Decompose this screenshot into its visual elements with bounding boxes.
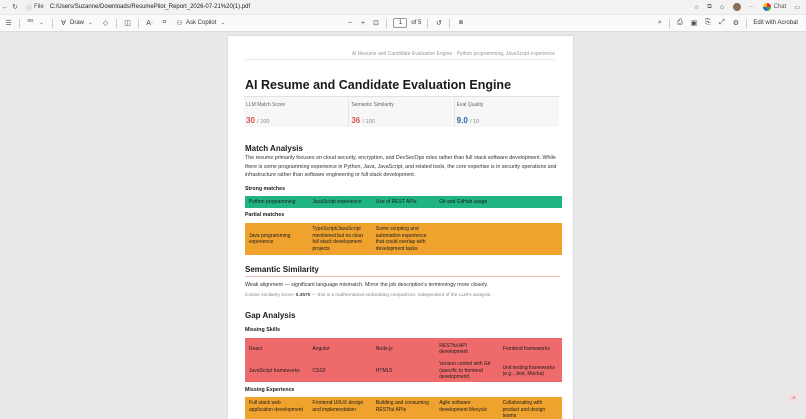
missing-experience-chip: Building and consuming RESTful APIs <box>375 400 429 413</box>
metric-llm-match <box>244 97 349 127</box>
chevron-down-icon: ⌄ <box>39 20 44 26</box>
strong-match-chip: JavaScript experience <box>312 198 362 205</box>
running-header: AI Resume and Candidate Evaluation Engine · Python programming, JavaScript experience <box>351 51 555 57</box>
metric-semantic-similarity <box>349 97 454 127</box>
copilot-icon: ⚇ <box>176 20 183 27</box>
contents-icon: ☰ <box>5 20 12 27</box>
two-page-icon: ◫ <box>124 20 131 27</box>
semantic-similarity-text: Weak alignment — significant language mismatch. Mirror the job description's terminology more closely. <box>245 282 489 288</box>
more-menu-icon[interactable]: ··· <box>748 4 755 10</box>
semantic-similarity-heading: Semantic Similarity <box>245 265 319 274</box>
highlight-button[interactable] <box>26 19 46 27</box>
fit-page-button[interactable] <box>371 19 380 27</box>
edit-with-acrobat-label: Edit with Acrobat <box>753 20 799 26</box>
back-icon[interactable]: ← <box>1 3 9 11</box>
partial-match-chip <box>435 223 498 255</box>
extensions-icon[interactable]: ⧉ <box>707 3 712 10</box>
missing-skills-list <box>245 338 562 382</box>
metric-label: LLM Match Score <box>246 102 286 108</box>
save-as-button[interactable] <box>703 19 712 27</box>
partial-match-chip <box>499 223 562 255</box>
strong-match-chip: Python programming <box>249 198 296 205</box>
missing-experience-chip: Agile software development lifecycle <box>439 400 487 413</box>
rotate-icon: ↺ <box>435 20 442 27</box>
missing-skill-chip: RESTful API development <box>439 342 468 355</box>
strong-matches-heading: Strong matches <box>245 186 286 192</box>
page-view-button[interactable] <box>456 19 465 27</box>
divider <box>669 19 670 28</box>
favorites-icon[interactable]: ✩ <box>719 4 725 11</box>
metric-value: 9.0 / 10 <box>456 116 480 125</box>
profile-avatar[interactable] <box>733 3 741 11</box>
save-icon: ▣ <box>690 20 698 27</box>
missing-skill-chip: Version control with Git (specific to frontend development) <box>439 361 491 381</box>
missing-skill-chip: React <box>249 345 263 352</box>
chat-label: Chat <box>773 4 787 10</box>
expand-icon: ⤢ <box>719 19 725 26</box>
metric-label: Semantic Similarity <box>351 102 394 108</box>
missing-skill-chip: Node.js <box>375 345 393 352</box>
copilot-icon <box>763 3 771 11</box>
missing-skill-chip: JavaScript frameworks <box>249 367 300 374</box>
missing-experience-heading: Missing Experience <box>245 387 295 393</box>
divider <box>116 19 117 28</box>
report-title: AI Resume and Candidate Evaluation Engine <box>245 78 512 92</box>
metric-value: 30 / 100 <box>246 116 270 125</box>
settings-button[interactable] <box>731 19 740 27</box>
pdf-toolbar <box>0 15 806 32</box>
missing-experience-chip: Collaborating with product and design teams <box>502 400 546 419</box>
zoom-in-button[interactable] <box>358 20 367 27</box>
ask-copilot-label: Ask Copilot <box>186 20 217 26</box>
divider <box>746 19 747 28</box>
draw-icon: ∀ <box>61 20 66 27</box>
divider <box>386 19 387 28</box>
copilot-chat-button[interactable] <box>763 3 787 11</box>
missing-skill-chip: Angular <box>312 345 330 352</box>
browser-address-bar <box>0 0 806 14</box>
refresh-icon[interactable]: ↻ <box>12 4 18 11</box>
missing-experience-list <box>245 397 562 419</box>
metric-value: 36 / 100 <box>351 116 375 125</box>
contents-button[interactable] <box>4 19 13 27</box>
strong-matches-list <box>245 196 562 208</box>
missing-skill-chip: Unit testing frameworks (e.g., Jest, Mocha) <box>502 364 555 377</box>
section-divider <box>245 276 560 277</box>
match-analysis-heading: Match Analysis <box>245 144 303 153</box>
divider <box>52 19 53 28</box>
cosine-similarity-note: Cosine similarity score: 0.3570 — this is a mathematical embedding comparison, independent of the LLM's analysis. <box>245 293 492 298</box>
match-analysis-text: The resume primarily focuses on cloud security, encryption, and DevSecOps roles rather than full stack software development. While there is some programming experience in Python, Java, JavaScript, and related tools, the core expertise is in security operations and infrastructure rather than software engineering or full stack development. <box>245 155 557 178</box>
page-number-input[interactable]: 1 <box>393 18 407 28</box>
gear-icon: ⚙ <box>732 20 740 27</box>
divider <box>19 19 20 28</box>
draw-button[interactable] <box>59 19 95 27</box>
metric-eval-quality <box>455 97 559 127</box>
ask-copilot-button[interactable] <box>175 19 227 27</box>
missing-skill-chip: HTML5 <box>375 367 393 374</box>
acrobat-icon[interactable]: ⩘ <box>789 394 797 402</box>
plus-icon: + <box>360 19 365 27</box>
gap-analysis-heading: Gap Analysis <box>245 311 296 320</box>
page-total: of 5 <box>411 20 422 26</box>
favorite-star-icon[interactable]: ☆ <box>693 4 700 11</box>
rotate-button[interactable] <box>434 19 443 27</box>
divider <box>138 19 139 28</box>
metrics-row <box>244 96 559 127</box>
highlight-icon: ⎃ <box>27 19 34 26</box>
print-button[interactable] <box>675 19 684 27</box>
print-icon: ⎙ <box>677 19 683 26</box>
partial-matches-list <box>245 223 562 255</box>
search-button[interactable] <box>655 19 664 27</box>
missing-skills-heading: Missing Skills <box>245 327 281 333</box>
minus-icon: − <box>347 19 352 27</box>
divider <box>427 19 428 28</box>
partial-match-chip: TypeScript/JavaScript mentioned but no clear full stack development projects <box>312 226 364 252</box>
immersive-reader-button[interactable] <box>160 19 169 27</box>
divider <box>449 19 450 28</box>
search-icon: ⌕ <box>657 19 662 26</box>
erase-button[interactable] <box>101 19 110 27</box>
pdf-page <box>228 36 573 419</box>
partial-match-chip: Java programming experience <box>249 232 291 245</box>
strong-match-chip <box>499 196 562 208</box>
strong-match-chip: Git and GitHub usage <box>439 198 488 205</box>
missing-experience-chip: Frontend UI/UX design and implementation <box>312 400 364 413</box>
info-icon[interactable]: ⓘ <box>26 5 33 12</box>
fullscreen-button[interactable] <box>717 19 726 27</box>
fit-page-icon: ⊡ <box>372 20 379 27</box>
edit-with-acrobat-button[interactable] <box>753 20 798 26</box>
immersive-reader-icon: ⌗ <box>162 19 167 26</box>
chevron-down-icon: ⌄ <box>88 20 93 26</box>
missing-skill-chip: Frontend frameworks <box>502 345 550 352</box>
save-button[interactable] <box>689 19 698 27</box>
partial-match-chip: Some scripting and automation experience that could overlap with development tasks <box>375 226 427 252</box>
save-as-icon: ⎘ <box>705 19 711 26</box>
draw-label: Draw <box>70 20 85 26</box>
page-view-icon: ⧈ <box>458 19 464 26</box>
read-aloud-icon: Aᐧ <box>146 20 153 27</box>
metric-label: Eval Quality <box>456 102 484 108</box>
view-button[interactable] <box>123 19 132 27</box>
zoom-out-button[interactable] <box>345 20 354 27</box>
missing-skill-chip: CSS3 <box>312 367 326 374</box>
chevron-down-icon: ⌄ <box>220 20 225 26</box>
eraser-icon: ◇ <box>102 20 109 27</box>
url-field[interactable]: C:/Users/Suzanne/Downloads/ResumePilot_Report_2026-07-21%20(1).pdf <box>49 4 251 10</box>
strong-match-chip: Use of REST APIs <box>375 198 417 205</box>
read-aloud-button[interactable] <box>145 19 154 27</box>
partial-matches-heading: Partial matches <box>245 212 285 218</box>
file-label: File <box>34 4 44 10</box>
missing-experience-chip: Full stack web application development <box>249 400 303 413</box>
sidebar-toggle-icon[interactable]: ▭ <box>794 4 800 11</box>
header-divider <box>245 59 555 60</box>
